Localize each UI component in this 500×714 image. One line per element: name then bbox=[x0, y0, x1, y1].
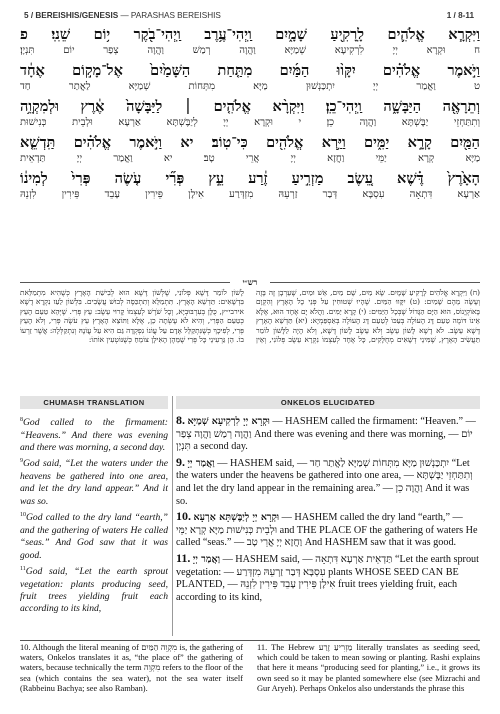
hebrew-verse-line bbox=[20, 26, 480, 58]
hebrew-line: וַיֹּ֣אמֶר אֱלֹהִ֗ים יִקָּו֨וּ הַמַּ֜יִם מִתַּ֤חַת הַשָּׁמַ֙יִם֙ אֶל־מָק֣וֹם אֶחָ֔ד bbox=[20, 62, 480, 79]
footnote: 10. Although the literal meaning of מִקְוֵה הַמַּיִם is, the gathering of waters, Onkelos translates it as, “the place of” the gathering of waters, because technically the term מִקְוֵה refers to the floor of the sea (which contains the sea water), not the sea water itself (Rabbeinu Bachya; see also Ramban). bbox=[20, 643, 243, 693]
verse-hebrew: וּקְרָא יְיָ לִרְקִיעָא שְׁמַיָּא bbox=[187, 416, 270, 427]
targum-line: וְתִתַּחְזֵי יַבֶּשְׁתָּא וַהֲוָה כֵן׃ י וּקְרָא יְיָ לְיַבֶּשְׁתָּא אַרְעָא וּלְבֵית כְּנִישׁוּת bbox=[20, 117, 480, 128]
hebrew-line: הַמַּ֖יִם קָרָ֣א יַמִּ֑ים וַיַּ֥רְא אֱלֹהִ֖ים כִּי־טֽוֹב׃ יא וַיֹּ֣אמֶר אֱלֹהִ֗ים תַּֽדְשֵׁ֤א bbox=[20, 134, 480, 151]
verse-number: 8 bbox=[20, 417, 23, 423]
verse-text: — HASHEM said, — תַּדְאֵית אַרְעָא דִּתְאָה “Let the earth sprout vegetation: — עִסְבָּא דְּבַר זַרְעֵהּ מִזְדְּרַע plants WHOSE SEED CAN BE PLANTED, — אִילָן פֵּירִין עָבֵד פֵּירִין לִזְנֵהּ fruit trees yielding fruit, each according to its kind, bbox=[176, 553, 479, 603]
targum-line: מַיָּא קְרָא יַמֵּי וַחֲזָא יְיָ אֲרֵי טָב׃ יא וַאֲמַר יְיָ תַּדְאֵית bbox=[20, 153, 480, 164]
running-head-left bbox=[24, 11, 221, 20]
onkelos-elucidated bbox=[176, 414, 480, 636]
column-divider bbox=[172, 396, 173, 636]
verse-hebrew: וַאֲמַר יְיָ bbox=[187, 457, 215, 469]
verse-text: God called to the firmament: “Heavens.” And there was evening and there was morning, a second day. bbox=[20, 417, 168, 453]
verse-number: 11 bbox=[20, 566, 26, 573]
verse-text: God said, “Let the earth sprout vegetation: plants producing seed, fruit trees yielding fruit each according to its kind, bbox=[20, 566, 168, 615]
footnote: 11. The Hebrew מַזְרִיעַ זֶרַע literally translates as seeding seed, which could be taken to mean sowing or planting. Rashi explains that here it means “producing seed for planting,” i.e., it grows its own seed so it may be planted somewhere else (see Mizrachi and Gur Aryeh). Perhaps Onkelos also understands the phrase this bbox=[257, 643, 480, 693]
verse-text: — HASHEM called the dry land “earth,” — וּלְבֵית כְּנִישׁוּת מַיָּא קְרָא יַמֵּי and THE PLACE OF the gathering of waters He called “seas.” — וַחֲזָא יְיָ אֲרֵי טָב And HASHEM saw that it was good. bbox=[176, 512, 478, 549]
verse-number: 8. bbox=[176, 414, 185, 427]
hebrew-verse-line bbox=[20, 98, 480, 130]
elucidated-verse bbox=[176, 510, 480, 550]
verse-number: 10 bbox=[20, 512, 26, 519]
translation-verse bbox=[20, 455, 168, 508]
verse-number: 10. bbox=[176, 509, 191, 524]
running-head bbox=[24, 8, 474, 22]
footnotes bbox=[20, 643, 480, 711]
verse-number: 9. bbox=[176, 454, 185, 469]
targum-line: ח וּקְרָא יְיָ לִרְקִיעָא שְׁמַיָּא וַהֲוָה רְמַשׁ וַהֲוָה צְפַר יוֹם תִּנְיָן׃ bbox=[20, 45, 480, 56]
verse-hebrew: וַאֲמַר יְיָ bbox=[192, 553, 221, 565]
parasha-name: — PARASHAS BEREISHIS bbox=[118, 10, 221, 20]
hebrew-line: וְתֵרָאֶ֖ה הַיַּבָּשָׁ֑ה וַֽיְהִי־כֵֽן׃ וַיִּקְרָ֨א אֱלֹהִ֤ים ׀ לַיַּבָּשָׁה֙ אֶ֔רֶץ וּלְמִקְוֵ֥ה bbox=[20, 98, 480, 115]
translation-verse bbox=[20, 509, 168, 562]
rashi-commentary: (ח) וַיִּקְרָא אֱלֹהִים לָרָקִיעַ שָׁמָיִם. שָׂא מַיִם, שָׁם מַיִם, אֵשׁ וּמַיִם, שֶׁעֵרְבָן זֶה בָּזֶה וְעָשָׂה מֵהֶם שָׁמַיִם: (ט) יִקָּווּ הַמַּיִם. שֶׁהָיוּ שְׁטוּחִין עַל פְּנֵי כָל הָאָרֶץ וְהִקְוָם בָּאוֹקְיָנוֹס, הוּא הַיָּם הַגָּדוֹל שֶׁבְּכָל הַיַּמִּים: (י) קָרָא יַמִּים. וַהֲלֹא יָם אֶחָד הוּא, אֶלָּא אֵינוֹ דּוֹמֶה טַעַם דָּג הָעוֹלֶה בְּעַכּוֹ לְטַעַם דָּג הָעוֹלֶה בְּאַסְפַּמְיָא: (יא) תַּדְשֵׁא הָאָרֶץ דֶּשֶׁא עֵשֶׂב. לֹא דֶשֶׁא לָשׁוֹן עֵשֶׂב וְלֹא עֵשֶׂב לָשׁוֹן דֶּשֶׁא, וְלֹא הָיָה לַלָּשׁוֹן לוֹמַר תַּעֲשִׂיב הָאָרֶץ, שֶׁמִּינֵי דְשָׁאִים מְחֻלָּקִים, כָּל אֶחָד לְעַצְמוֹ נִקְרָא עֵשֶׂב פְּלוֹנִי, וְאֵין לָשׁוֹן לוֹמַר דָּשָׁא פְּלוֹנִי, שֶׁלְּשׁוֹן דֶּשֶׁא הוּא לְבִישַׁת הָאָרֶץ כְּשֶׁהִיא מִתְמַלֵּאת בִּדְשָׁאִים: תַּדְשֵׁא הָאָרֶץ. תִּתְמַלֵּא וְתִתְכַּסֶּה לְבוּשׁ עֲשָׂבִים. בִּלְשׁוֹן לַעַז נִקְרָא דֶשֶׁא אירבי״ץ, כֻּלָּן בְּעִרְבּוּבְיָא, וְכָל שֹׁרֶשׁ לְעַצְמוֹ קָרוּי עֵשֶׂב: עֵץ פְּרִי. שֶׁיְּהֵא טַעַם הָעֵץ כְּטַעַם הַפְּרִי, וְהִיא לֹא עָשְׂתָה כֵן, אֶלָּא וַתּוֹצֵא הָאָרֶץ עֵץ עֹשֶׂה פְּרִי, וְלֹא הָעֵץ פְּרִי, לְפִיכָךְ כְּשֶׁנִּתְקַלֵּל אָדָם עַל עֲוֹנוֹ נִפְקְדָה גַּם הִיא עַל עֲוֹנָהּ וְנִתְקַלְּלָה: אֲשֶׁר זַרְעוֹ בוֹ. הֵן גַּרְעִינֵי כָּל פְּרִי שֶׁמֵּהֶן הָאִילָן צוֹמֵחַ כְּשֶׁנּוֹטְעִין אוֹתוֹ: bbox=[20, 288, 480, 345]
elucidated-header: ONKELOS ELUCIDATED bbox=[176, 396, 480, 409]
hebrew-text-block bbox=[20, 26, 480, 264]
translation-verse bbox=[20, 563, 168, 616]
verse-text: — HASHEM called the firmament: “Heaven.” — וַהֲוָה רְמַשׁ וַהֲוָה צְפַר And there was evening and there was morning, — יוֹם תִּנְיָן a second day. bbox=[176, 416, 476, 453]
hebrew-verse-line bbox=[20, 134, 480, 166]
elucidated-verse bbox=[176, 552, 480, 604]
hebrew-verse-line bbox=[20, 62, 480, 94]
verse-hebrew: וּקְרָא יְיָ לְיַבֶּשְׁתָּא אַרְעָא bbox=[193, 512, 280, 524]
verse-text: — HASHEM said, — יִתְכַּנְשׁוּן מַיָּא מִתְּחוֹת שְׁמַיָּא לַאֲתַר חַד “Let the waters under the heavens be gathered into one area, — וְתִתַּחְזֵי יַבֶּשְׁתָּא and let the dry land appear in the remaining area.” — וַהֲוָה כֵן And it was so. bbox=[176, 457, 473, 507]
book-name: 5 / BEREISHIS/GENESIS bbox=[24, 10, 119, 20]
chumash-translation bbox=[20, 414, 168, 636]
running-head-right: 1 / 8-11 bbox=[446, 10, 474, 20]
notes-divider bbox=[20, 640, 480, 641]
targum-line: אַרְעָא דִּתְאָה עִסְבָּא דְּבַר זַרְעֵהּ מִזְדְּרַע אִילָן פֵּירִין עָבֵד פֵּירִין לִזְנֵהּ bbox=[20, 189, 480, 200]
translation-verse bbox=[20, 414, 168, 454]
verse-number: 11. bbox=[176, 550, 191, 565]
rashi-label: רש״י bbox=[230, 277, 270, 287]
verse-text: God said, “Let the waters under the heavens be gathered into one area, and let the dry land appear.” And it was so. bbox=[20, 458, 168, 507]
targum-line: ט וַאֲמַר יְיָ יִתְכַּנְשׁוּן מַיָּא מִתְּחוֹת שְׁמַיָּא לַאֲתַר חַד bbox=[20, 81, 480, 92]
elucidated-verse bbox=[176, 456, 480, 508]
translation-header: CHUMASH TRANSLATION bbox=[20, 396, 168, 409]
verse-number: 9 bbox=[20, 458, 23, 465]
verse-text: God called to the dry land “earth,” and the gathering of waters He called “seas.” And God saw that it was good. bbox=[20, 512, 168, 561]
hebrew-line: הָאָ֙רֶץ֙ דֶּ֗שֶׁא עֵ֚שֶׂב מַזְרִ֣יעַ זֶ֔רַע עֵ֣ץ פְּרִ֞י עֹ֤שֶׂה פְּרִי֙ לְמִינ֔וֹ bbox=[20, 170, 480, 187]
hebrew-verse-line bbox=[20, 170, 480, 202]
elucidated-verse bbox=[176, 414, 480, 454]
hebrew-line: וַיִּקְרָ֧א אֱלֹהִ֛ים לָֽרָקִ֖יעַ שָׁמָ֑יִם וַֽיְהִי־עֶ֥רֶב וַֽיְהִי־בֹ֖קֶר י֥וֹם שֵׁנִֽי׃ פ bbox=[20, 26, 480, 43]
